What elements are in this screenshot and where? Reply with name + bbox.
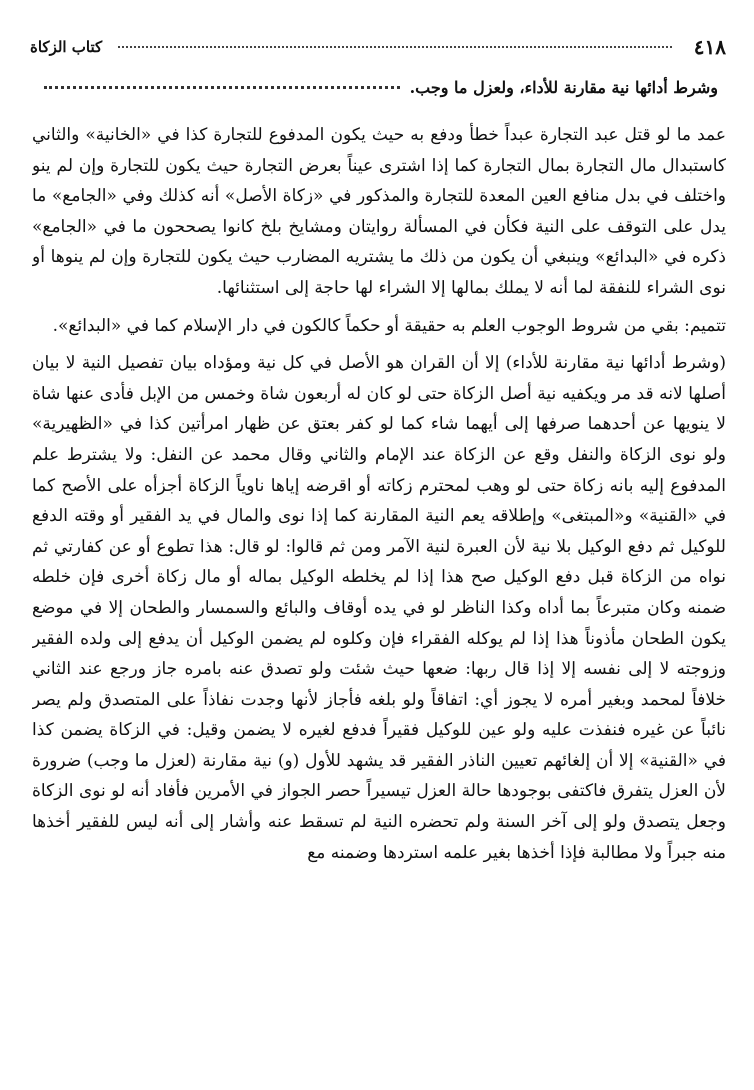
paragraph-1: عمد ما لو قتل عبد التجارة عبداً خطأ ودفع به حيث يكون المدفوع للتجارة كذا في «الخانية» والثاني كاستبدال مال التجارة بمال التجارة كما إذا اشترى عيناً بعرض التجارة حيث يكون للتجارة وإن لم ينو واختلف في بدل منافع العين المعدة للتجارة والمذكور في «زكاة الأصل» أنه كذلك وفي «الجامع» ما يدل على التوقف على النية فكأن في المسألة روايتان ومشايخ بلخ كانوا يصححون ما في «الجامع» ذكره في «البدائع» وينبغي أن يكون من ذلك ما يشتريه المضارب حيث يكون للتجارة وإن لم ينوها أو نوى الشراء للنفقة لما أنه لا يملك بمالها إلا الشراء لها حاجة إلى استثنائها.: [32, 125, 726, 298]
commentary-body: [32, 120, 726, 1072]
page-number: ٤١٨: [693, 35, 726, 59]
matn-line: [44, 78, 718, 97]
book-title: كتاب الزكاة: [30, 38, 103, 56]
header-dotted-rule: [118, 46, 672, 48]
matn-dotted-rule: [44, 86, 400, 89]
paragraph-2: تتميم: بقي من شروط الوجوب العلم به حقيقة أو حكماً كالكون في دار الإسلام كما في «البدائع».: [52, 315, 726, 336]
matn-text: وشرط أدائها نية مقارنة للأداء، ولعزل ما وجب.: [409, 78, 718, 97]
running-header: [30, 34, 726, 60]
paragraph-3: (وشرط أدائها نية مقارنة للأداء) إلا أن القران هو الأصل في كل نية ومؤداه بيان تفصيل النية لا بيان أصلها لانه قد مر ويكفيه نية أصل الزكاة حتى لو كان له أربعون شاة وخمس من الإبل فأدى عنها شاة لا ينويها عن أحدهما صرفها إلى أيهما شاء كما لو كفر بعتق عن ظهار امرأتين كذا في «الظهيرية» ولو نوى الزكاة والنفل وقع عن الزكاة عند الإمام والثاني وقال محمد عن النفل: ولا يشترط علم المدفوع إليه بانه زكاة حتى لو وهب لمحترم زكاته أو اقرضه إياها ناوياً الزكاة أجزأه على الأصح كما في «القنية» و«المبتغى» وإطلاقه يعم النية المقارنة كما إذا نوى والمال في يد الفقير أو وقته الدفع للوكيل ثم دفع الوكيل بلا نية لأن العبرة لنية الآمر ومن ثم قالوا: لو قال: هذا تطوع أو عن كفارتي ثم نواه من الزكاة قبل دفع الوكيل صح هذا إذا لم يخلطه الوكيل بماله أو مال زكاة أخرى فإن خلطه ضمنه وكان متبرعاً بما أداه وكذا الناظر لو في يده أوقاف والبائع والسمسار والطحان إلا في موضع يكون الطحان مأذوناً هذا إذا لم يوكله الفقراء فإن وكلوه لم يضمن الوكيل أن يدفع إلى ولده الفقير وزوجته لا إلى نفسه إلا إذا قال ربها: ضعها حيث شئت ولو تصدق عنه بامره جاز ورجع عند الثاني خلافاً لمحمد وبغير أمره لا يجوز أي: اتفاقاً ولو بلغه فأجاز لأنها وجدت نفاذاً على المتصدق ولم يصر نائباً عن غيره فنفذت عليه ولو عين للوكيل فقيراً فدفع لغيره لا يضمن وقيل: في الزكاة يضمن كذا في «القنية» إلا أن إلغائهم تعيين الناذر الفقير قد يشهد للأول (و) نية مقارنة (لعزل ما وجب) ضرورة لأن العزل يتفرق فاكتفى بوجودها حالة العزل تيسيراً حصر الجواز في الأمرين فأفاد أنه لو نوى الزكاة وجعل يتصدق ولو إلى آخر السنة ولم تحضره النية لم تسقط عنه وأشار إلى أنه ليس للفقير أخذها منه جبراً ولا مطالبة فإذا أخذها بغير علمه استردها وضمنه مع: [32, 353, 726, 863]
